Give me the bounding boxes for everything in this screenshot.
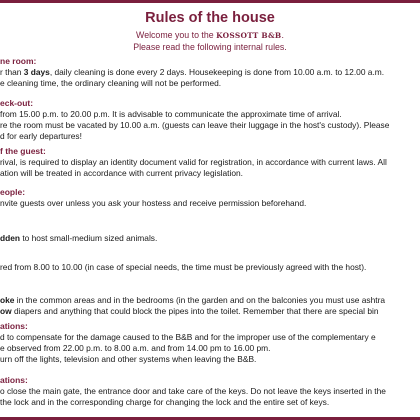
- welcome-suffix: .: [281, 30, 284, 40]
- section-room: [0, 55, 420, 89]
- checkout-line-3: d for early departures!: [0, 130, 82, 141]
- top-border: [0, 0, 420, 3]
- section-checkin-checkout: [0, 97, 420, 141]
- section-heading: ne room:: [0, 56, 37, 66]
- room-line-2: e cleaning time, the ordinary cleaning will not be performed.: [0, 77, 222, 88]
- room-line-1: r than 3 days, daily cleaning is done every 2 days. Housekeeping is done from 10.00 a.m. to 12.00 a.m.: [0, 67, 385, 77]
- welcome-text: Welcome you to the: [136, 30, 214, 40]
- welcome-line: [0, 30, 420, 40]
- animals-line-1: dden to host small-medium sized animals.: [0, 233, 158, 243]
- section-heading: ations:: [0, 321, 28, 331]
- section-breakfast: [0, 262, 420, 273]
- obligations-line-3: urn off the lights, television and other systems when leaving the B&B.: [0, 353, 257, 364]
- checkout-line-1: from 15.00 p.m. to 20.00 p.m. It is advisable to communicate the approximate time of arrival.: [0, 109, 342, 119]
- breakfast-line-1: red from 8.00 to 10.00 (in case of special needs, the time must be previously agreed with the host).: [0, 262, 367, 272]
- section-heading: f the guest:: [0, 146, 46, 156]
- section-smoke: [0, 295, 420, 317]
- page-title: Rules of the house: [145, 10, 275, 26]
- section-keys: [0, 374, 420, 408]
- guest-line-2: ation will be treated in accordance with current privacy legislation.: [0, 167, 243, 178]
- section-obligations: [0, 320, 420, 364]
- smoke-line-2: ow diapers and anything that could block the pipes into the toilet. Remember that there are special bin: [0, 305, 379, 316]
- smoke-line-1: oke in the common areas and in the bedrooms (in the garden and on the balconies you must use ashtra: [0, 295, 386, 305]
- section-heading: eople:: [0, 187, 26, 197]
- people-line-1: nvite guests over unless you ask your hostess and receive permission beforehand.: [0, 198, 307, 208]
- section-animals: [0, 233, 420, 244]
- keys-line-1: o close the main gate, the entrance door and take care of the keys. Do not leave the keys inserted in the: [0, 386, 386, 396]
- guest-line-1: rival, is required to display an identity document valid for registration, in accordance with current laws. All: [0, 157, 387, 167]
- intro-subtitle: Please read the following internal rules.: [133, 42, 287, 52]
- obligations-line-2: e observed from 22.00 p.m. to 8.00 a.m. and from 14.00 pm to 16.00 pm.: [0, 342, 271, 353]
- section-people: [0, 186, 420, 209]
- bnb-logo: KOSSOTT B&B: [216, 31, 282, 40]
- keys-line-2: the lock and in the corresponding charge for changing the lock and the entire set of keys.: [0, 396, 330, 407]
- obligations-line-1: d to compensate for the damage caused to the B&B and for the improper use of the complementary e: [0, 332, 376, 342]
- section-guest: [0, 145, 420, 179]
- section-heading: ations:: [0, 375, 28, 385]
- checkout-line-2: re the room must be vacated by 10.00 a.m. (guests can leave their luggage in the host's custody). Please: [0, 119, 390, 130]
- section-heading: eck-out:: [0, 98, 34, 108]
